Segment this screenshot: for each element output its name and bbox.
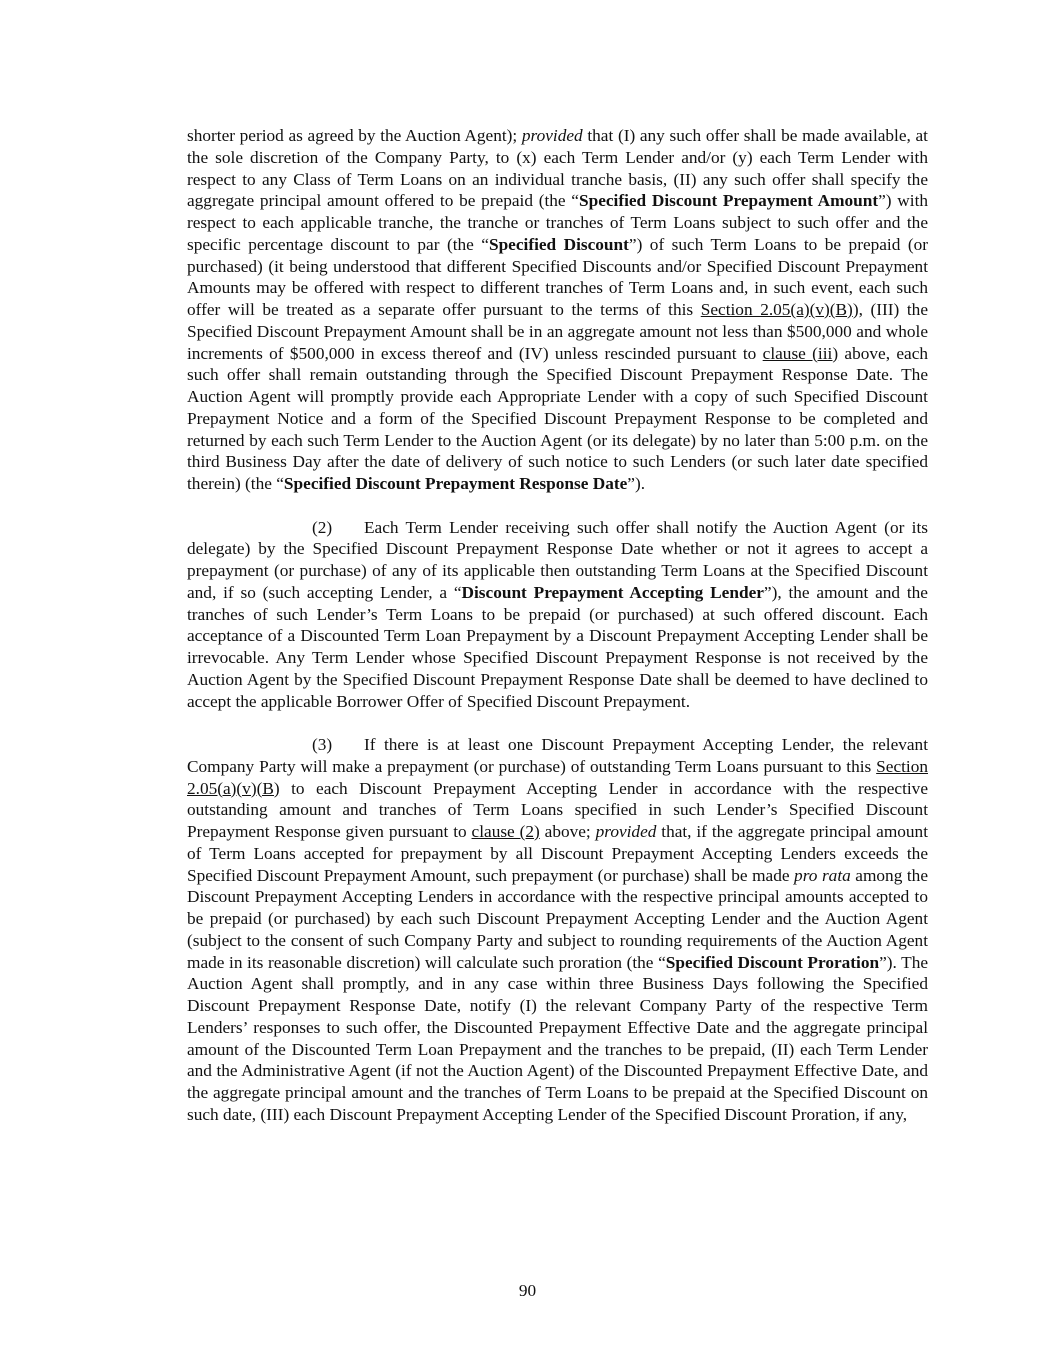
page-number: 90 <box>518 1281 537 1300</box>
cross-reference: clause (2) <box>471 822 540 841</box>
text-run: that, if the aggregate principal amount of Term Loans accepted for prepayment by all Discount Prepayment Accepting Lenders exceeds the Specified Discount Prepayment Amount, such prepayment (or purchase) shall be made <box>187 822 928 885</box>
text-run: ”), the amount and the tranches of such Lender’s Term Loans to be prepaid (or purchased) at such offered discount. Each acceptance of a Discounted Term Loan Prepayment by a Discount Prepayment Accepting Lender shall be irrevocable. Any Term Lender whose Specified Discount Prepayment Response is not received by the Auction Agent by the Specified Discount Prepayment Response Date shall be deemed to have declined to accept the applicable Borrower Offer of Specified Discount Prepayment. <box>187 582 928 711</box>
text-run: ), (III) the Specified Discount Prepayment Amount shall be in an aggregate amount not less than $500,000 and whole increments of $500,000 in excess thereof and (IV) unless rescinded pursuant to <box>187 300 928 363</box>
text-run: that (I) any such offer shall be made available, at the sole discretion of the Company Party, to (x) each Term Lender and/or (y) each Term Lender with respect to any Class of Term Loans on an individual tranche basis, (II) any such offer shall specify the aggregate principal amount offered to be prepaid (the “ <box>187 126 928 211</box>
text-run: ”). The Auction Agent shall promptly, and in any case within three Business Days following the Specified Discount Prepayment Response Date, notify (I) the relevant Company Party of the respective Term Lenders’ responses to such offer, the Discounted Prepayment Effective Date and the aggregate principal amount of the Discounted Term Loan Prepayment and the tranches to be prepaid, (II) each Term Lender and the Administrative Agent (if not the Auction Agent) of the Discounted Prepayment Effective Date, and the aggregate principal amount and the tranches of Term Loans to be prepaid at the Specified Discount on such date, (III) each Discount Prepayment Accepting Lender of the Specified Discount Proration, if any, <box>187 952 929 1124</box>
text-run: Each Term Lender receiving such offer shall notify the Auction Agent (or its delegate) by the Specified Discount Prepayment Response Date whether or not it agrees to accept a prepayment (or purchase) of any of its applicable then outstanding Term Loans at the Specified Discount and, if so (such accepting Lender, a “ <box>187 517 928 602</box>
text-run: shorter period as agreed by the Auction Agent); <box>187 126 522 145</box>
italic-text: provided <box>521 126 583 145</box>
text-run: to each Discount Prepayment Accepting Lender in accordance with the respective outstanding amount and tranches of Term Loans specified in such Lender’s Specified Discount Prepayment Response given pursuant to <box>187 778 928 841</box>
defined-term: Specified Discount <box>488 234 629 254</box>
text-run: above, each such offer shall remain outstanding through the Specified Discount Prepayment Response Date. The Auction Agent will promptly provide each Appropriate Lender with a copy of such Specified Discount Prepayment Notice and a form of the Specified Discount Prepayment Response to be completed and returned by each such Term Lender to the Auction Agent (or its delegate) by no later than 5:00 p.m. on the third Business Day after the date of delivery of such notice to such Lenders (or such later date specified therein) (the “ <box>187 343 929 493</box>
cross-reference: clause (iii) <box>762 343 839 363</box>
defined-term: Discount Prepayment Accepting Lender <box>461 582 764 602</box>
italic-text: pro rata <box>794 865 851 885</box>
text-run: If there is at least one Discount Prepayment Accepting Lender, the relevant Company Party will make a prepayment (or purchase) of outstanding Term Loans pursuant to this <box>187 735 928 776</box>
defined-term: Specified Discount Prepayment Amount <box>578 191 879 211</box>
cross-reference: Section 2.05(a)(v)(B) <box>700 300 853 319</box>
clause-number: (3) <box>312 735 333 754</box>
cross-reference: Section 2.05(a)(v)(B) <box>187 756 928 798</box>
defined-term: Specified Discount Proration <box>665 952 880 972</box>
text-run: ”) of such Term Loans to be prepaid (or purchased) (it being understood that different Specified Discounts and/or Specified Discount Prepayment Amounts may be offered with respect to different tranches of Term Loans and, in such event, each such offer will be treated as a separate offer pursuant to the terms of this <box>187 234 928 319</box>
text-run: above; <box>539 822 596 841</box>
text-run: ”) with respect to each applicable tranche, the tranche or tranches of Term Loans subject to such offer and the specific percentage discount to par (the “ <box>187 191 929 254</box>
paragraph-continuation <box>187 125 928 495</box>
body-text <box>187 125 928 1147</box>
clause-number: (2) <box>312 517 333 537</box>
defined-term: Specified Discount Prepayment Response Date <box>283 474 628 493</box>
text-run: ”). <box>627 474 646 493</box>
italic-text: provided <box>595 822 657 841</box>
text-run: among the Discount Prepayment Accepting Lenders in accordance with the respective principal amounts accepted to be prepaid (or purchased) by each such Discount Prepayment Accepting Lender and the Auction Agent (subject to the consent of such Company Party and subject to rounding requirements of the Auction Agent made in its reasonable discretion) will calculate such proration (the “ <box>187 865 928 972</box>
paragraph-clause-3 <box>187 734 928 1126</box>
paragraph-clause-2 <box>187 517 928 713</box>
